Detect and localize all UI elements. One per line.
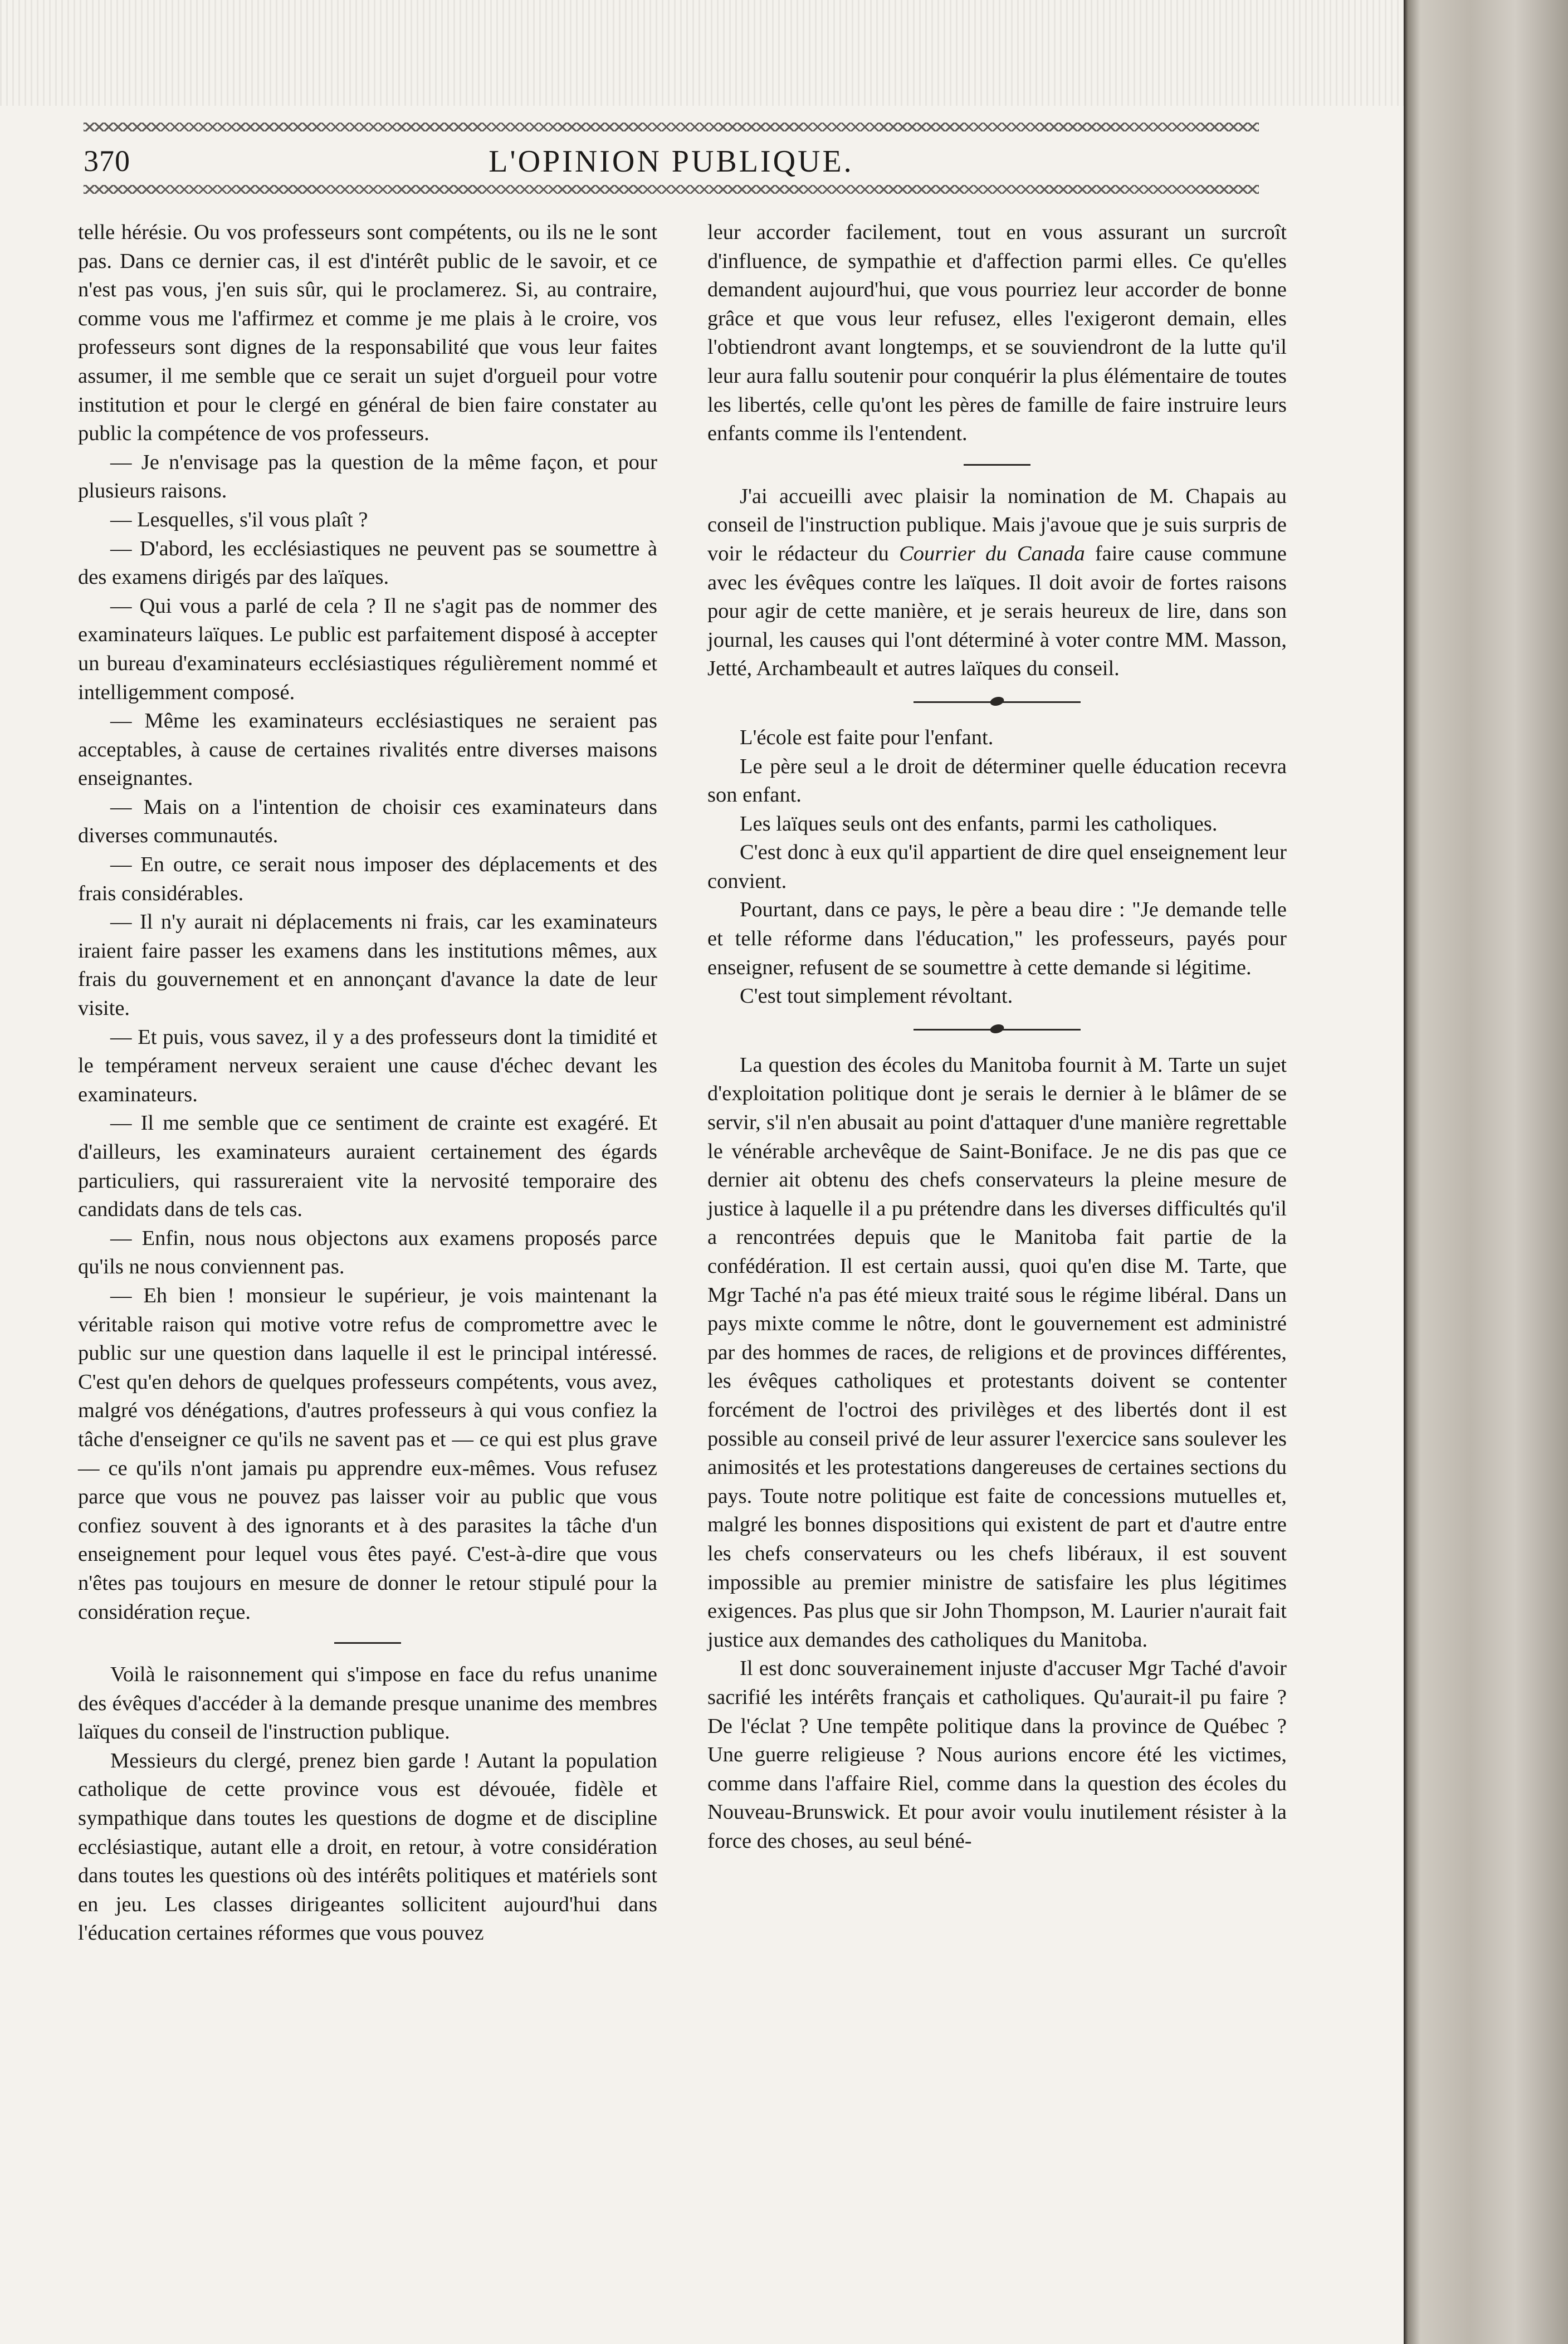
newspaper-name: Courrier du Canada bbox=[899, 541, 1085, 565]
paragraph: — Lesquelles, s'il vous plaît ? bbox=[110, 507, 368, 531]
right-column bbox=[707, 218, 1287, 1855]
paragraph: — Il n'y aurait ni déplacements ni frais, car les examinateurs iraient faire passer les examens dans les institutions mêmes, aux frais du gouvernement et en annonçant d'avance la date de leur visite. bbox=[78, 910, 657, 1020]
paragraph: — Je n'envisage pas la question de la même façon, et pour plusieurs raisons. bbox=[78, 450, 657, 503]
paragraph: Messieurs du clergé, prenez bien garde ! Autant la population catholique de cette province vous est dévouée, fidèle et sympathique dans toutes les questions de dogme et de discipline ecclésiastique, autant elle a droit, en retour, à votre considération dans toutes les questions où des intérêts politiques et matériels sont en jeu. Les classes dirigeantes sollicitent aujourd'hui dans l'éducation certaines réformes que vous pouvez bbox=[78, 1749, 657, 1945]
paragraph: — Mais on a l'intention de choisir ces examinateurs dans diverses communautés. bbox=[78, 795, 657, 848]
paragraph: — D'abord, les ecclésiastiques ne peuvent pas se soumettre à des examens dirigés par des laïques. bbox=[78, 536, 657, 589]
ornament-diamond bbox=[989, 697, 1005, 706]
paragraph: Le père seul a le droit de déterminer quelle éducation recevra son enfant. bbox=[707, 754, 1287, 807]
section-divider bbox=[334, 1642, 401, 1644]
paragraph: Les laïques seuls ont des enfants, parmi les catholiques. bbox=[740, 812, 1218, 836]
section-ornament bbox=[914, 1023, 1081, 1036]
text-span: faire cause commune avec les évêques contre les laïques. Il doit avoir de fortes raisons pour agir de cette manière, et je serais heureux de lire, dans son journal, les causes qui l'ont déterminé à voter contre MM. Masson, Jetté, Archambeault et autres laïques du conseil. bbox=[707, 541, 1287, 681]
header-ornament-top bbox=[84, 123, 1259, 131]
header-ornament-bottom bbox=[84, 185, 1259, 194]
paragraph: — Il me semble que ce sentiment de crainte est exagéré. Et d'ailleurs, les examinateurs auraient certainement des égards particuliers, qui rassureraient vite la nervosité temporaire des candidats dans de tels cas. bbox=[78, 1111, 657, 1222]
journal-title: L'OPINION PUBLIQUE. bbox=[489, 144, 854, 179]
paragraph: telle hérésie. Ou vos professeurs sont compétents, ou ils ne le sont pas. Dans ce dernier cas, il est d'intérêt public de le savoir, et ce n'est pas vous, j'en suis sûr, qui le proclamerez. Si, au contraire, comme vous me l'affirmez et comme je me plais à le croire, vos professeurs sont dignes de la responsabilité que vous leur faites assumer, il me semble que ce serait un sujet d'orgueil pour votre institution et pour le clergé en général de bien faire constater au public la compétence de vos professeurs. bbox=[78, 221, 657, 446]
paragraph bbox=[707, 482, 1287, 683]
paragraph: Voilà le raisonnement qui s'impose en face du refus unanime des évêques d'accéder à la demande presque unanime des membres laïques du conseil de l'instruction publique. bbox=[78, 1663, 657, 1744]
paragraph: leur accorder facilement, tout en vous assurant un surcroît d'influence, de sympathie et d'affection parmi elles. Ce qu'elles demandent aujourd'hui, que vous pourriez leur accorder de bonne grâce et que vous leur refusez, elles l'exigeront demain, elles l'obtiendront avant longtemps, et se souviendront de la lutte qu'il leur aura fallu soutenir pour conquérir la plus élémentaire de toutes les libertés, celle qu'ont les pères de famille de faire instruire leurs enfants comme ils l'entendent. bbox=[707, 221, 1287, 446]
page-header bbox=[84, 123, 1259, 195]
page-edge-binding bbox=[1404, 0, 1568, 2344]
section-divider bbox=[964, 464, 1030, 466]
paragraph: — Qui vous a parlé de cela ? Il ne s'agit pas de nommer des examinateurs laïques. Le public est parfaitement disposé à accepter un bureau d'examinateurs ecclésiastiques régulièrement nommé et intelligemment composé. bbox=[78, 594, 657, 704]
page-number: 370 bbox=[84, 144, 130, 178]
paragraph: C'est donc à eux qu'il appartient de dire quel enseignement leur convient. bbox=[707, 841, 1287, 893]
scan-noise bbox=[0, 0, 1404, 106]
left-column bbox=[78, 218, 657, 1948]
ornament-diamond bbox=[989, 1024, 1005, 1033]
paragraph: Pourtant, dans ce pays, le père a beau dire : "Je demande telle et telle réforme dans l'éducation," les professeurs, payés pour enseigner, refusent de se soumettre à cette demande si légitime. bbox=[707, 898, 1287, 979]
paragraph: La question des écoles du Manitoba fournit à M. Tarte un sujet d'exploitation politique dont je serais le dernier à le blâmer de se servir, s'il n'en abusait au point d'attaquer d'une manière regrettable le vénérable archevêque de Saint-Boniface. Je ne dis pas que ce dernier ait obtenu des chefs conservateurs la pleine mesure de justice à laquelle il a pu prétendre dans les diverses difficultés qu'il a rencontrées depuis que le Manitoba fait partie de la confédération. Il est certain aussi, quoi qu'en dise M. Tarte, que Mgr Taché n'a pas été mieux traité sous le régime libéral. Dans un pays mixte comme le nôtre, dont le gouvernement est administré par des hommes de races, de religions et de provinces différentes, les évêques catholiques et protestants doivent se contenter forcément de l'octroi des privilèges et des libertés dont il est possible au conseil privé de leur assurer l'exercice sans soulever les animosités et les protestations dangereuses de certaines sections du pays. Toute notre politique est faite de concessions mutuelles et, malgré les bonnes dispositions qui existent de part et d'autre entre les chefs conservateurs ou les chefs libéraux, il est souvent impossible au premier ministre de satisfaire les plus légitimes exigences. Pas plus que sir John Thompson, M. Laurier n'aurait fait justice aux demandes des catholiques du Manitoba. bbox=[707, 1053, 1287, 1652]
text-span: J'ai accueilli avec plaisir la nomination de M. Chapais au conseil de l'instruction publique. Mais j'avoue que je suis surpris de voir le rédacteur du bbox=[707, 484, 1287, 565]
paragraph: C'est tout simplement révoltant. bbox=[740, 984, 1013, 1008]
paragraph: — Et puis, vous savez, il y a des professeurs dont la timidité et le tempérament nerveux seraient une cause d'échec devant les examinateurs. bbox=[78, 1025, 657, 1106]
paragraph: — Enfin, nous nous objectons aux examens proposés parce qu'ils ne nous conviennent pas. bbox=[78, 1226, 657, 1279]
paragraph: — En outre, ce serait nous imposer des déplacements et des frais considérables. bbox=[78, 853, 657, 905]
section-ornament bbox=[914, 696, 1081, 708]
paragraph: Il est donc souverainement injuste d'accuser Mgr Taché d'avoir sacrifié les intérêts français et catholiques. Qu'aurait-il pu faire ? De l'éclat ? Une tempête politique dans la province de Québec ? Une guerre religieuse ? Nous aurions encore été les victimes, comme dans l'affaire Riel, comme dans la question des écoles du Nouveau-Brunswick. Et pour avoir voulu inutilement résister à la force des choses, au seul béné- bbox=[707, 1657, 1287, 1853]
paragraph: — Même les examinateurs ecclésiastiques ne seraient pas acceptables, à cause de certaines rivalités entre diverses maisons enseignantes. bbox=[78, 709, 657, 790]
paragraph: — Eh bien ! monsieur le supérieur, je vois maintenant la véritable raison qui motive votre refus de compromettre avec le public sur une question dans laquelle il est le principal intéressé. C'est qu'en dehors de quelques professeurs compétents, vous avez, malgré vos dénégations, d'autres professeurs à qui vous confiez la tâche d'enseigner ce qu'ils ne savent pas et — ce qui est plus grave — ce qu'ils n'ont jamais pu apprendre eux-mêmes. Vous refusez parce que vous ne pouvez pas laisser voir au public que vous confiez souvent à des ignorants et à des parasites la tâche d'un enseignement pour lequel vous êtes payé. C'est-à-dire que vous n'êtes pas toujours en mesure de donner le retour stipulé pour la considération reçue. bbox=[78, 1283, 657, 1624]
paragraph: L'école est faite pour l'enfant. bbox=[740, 725, 994, 749]
